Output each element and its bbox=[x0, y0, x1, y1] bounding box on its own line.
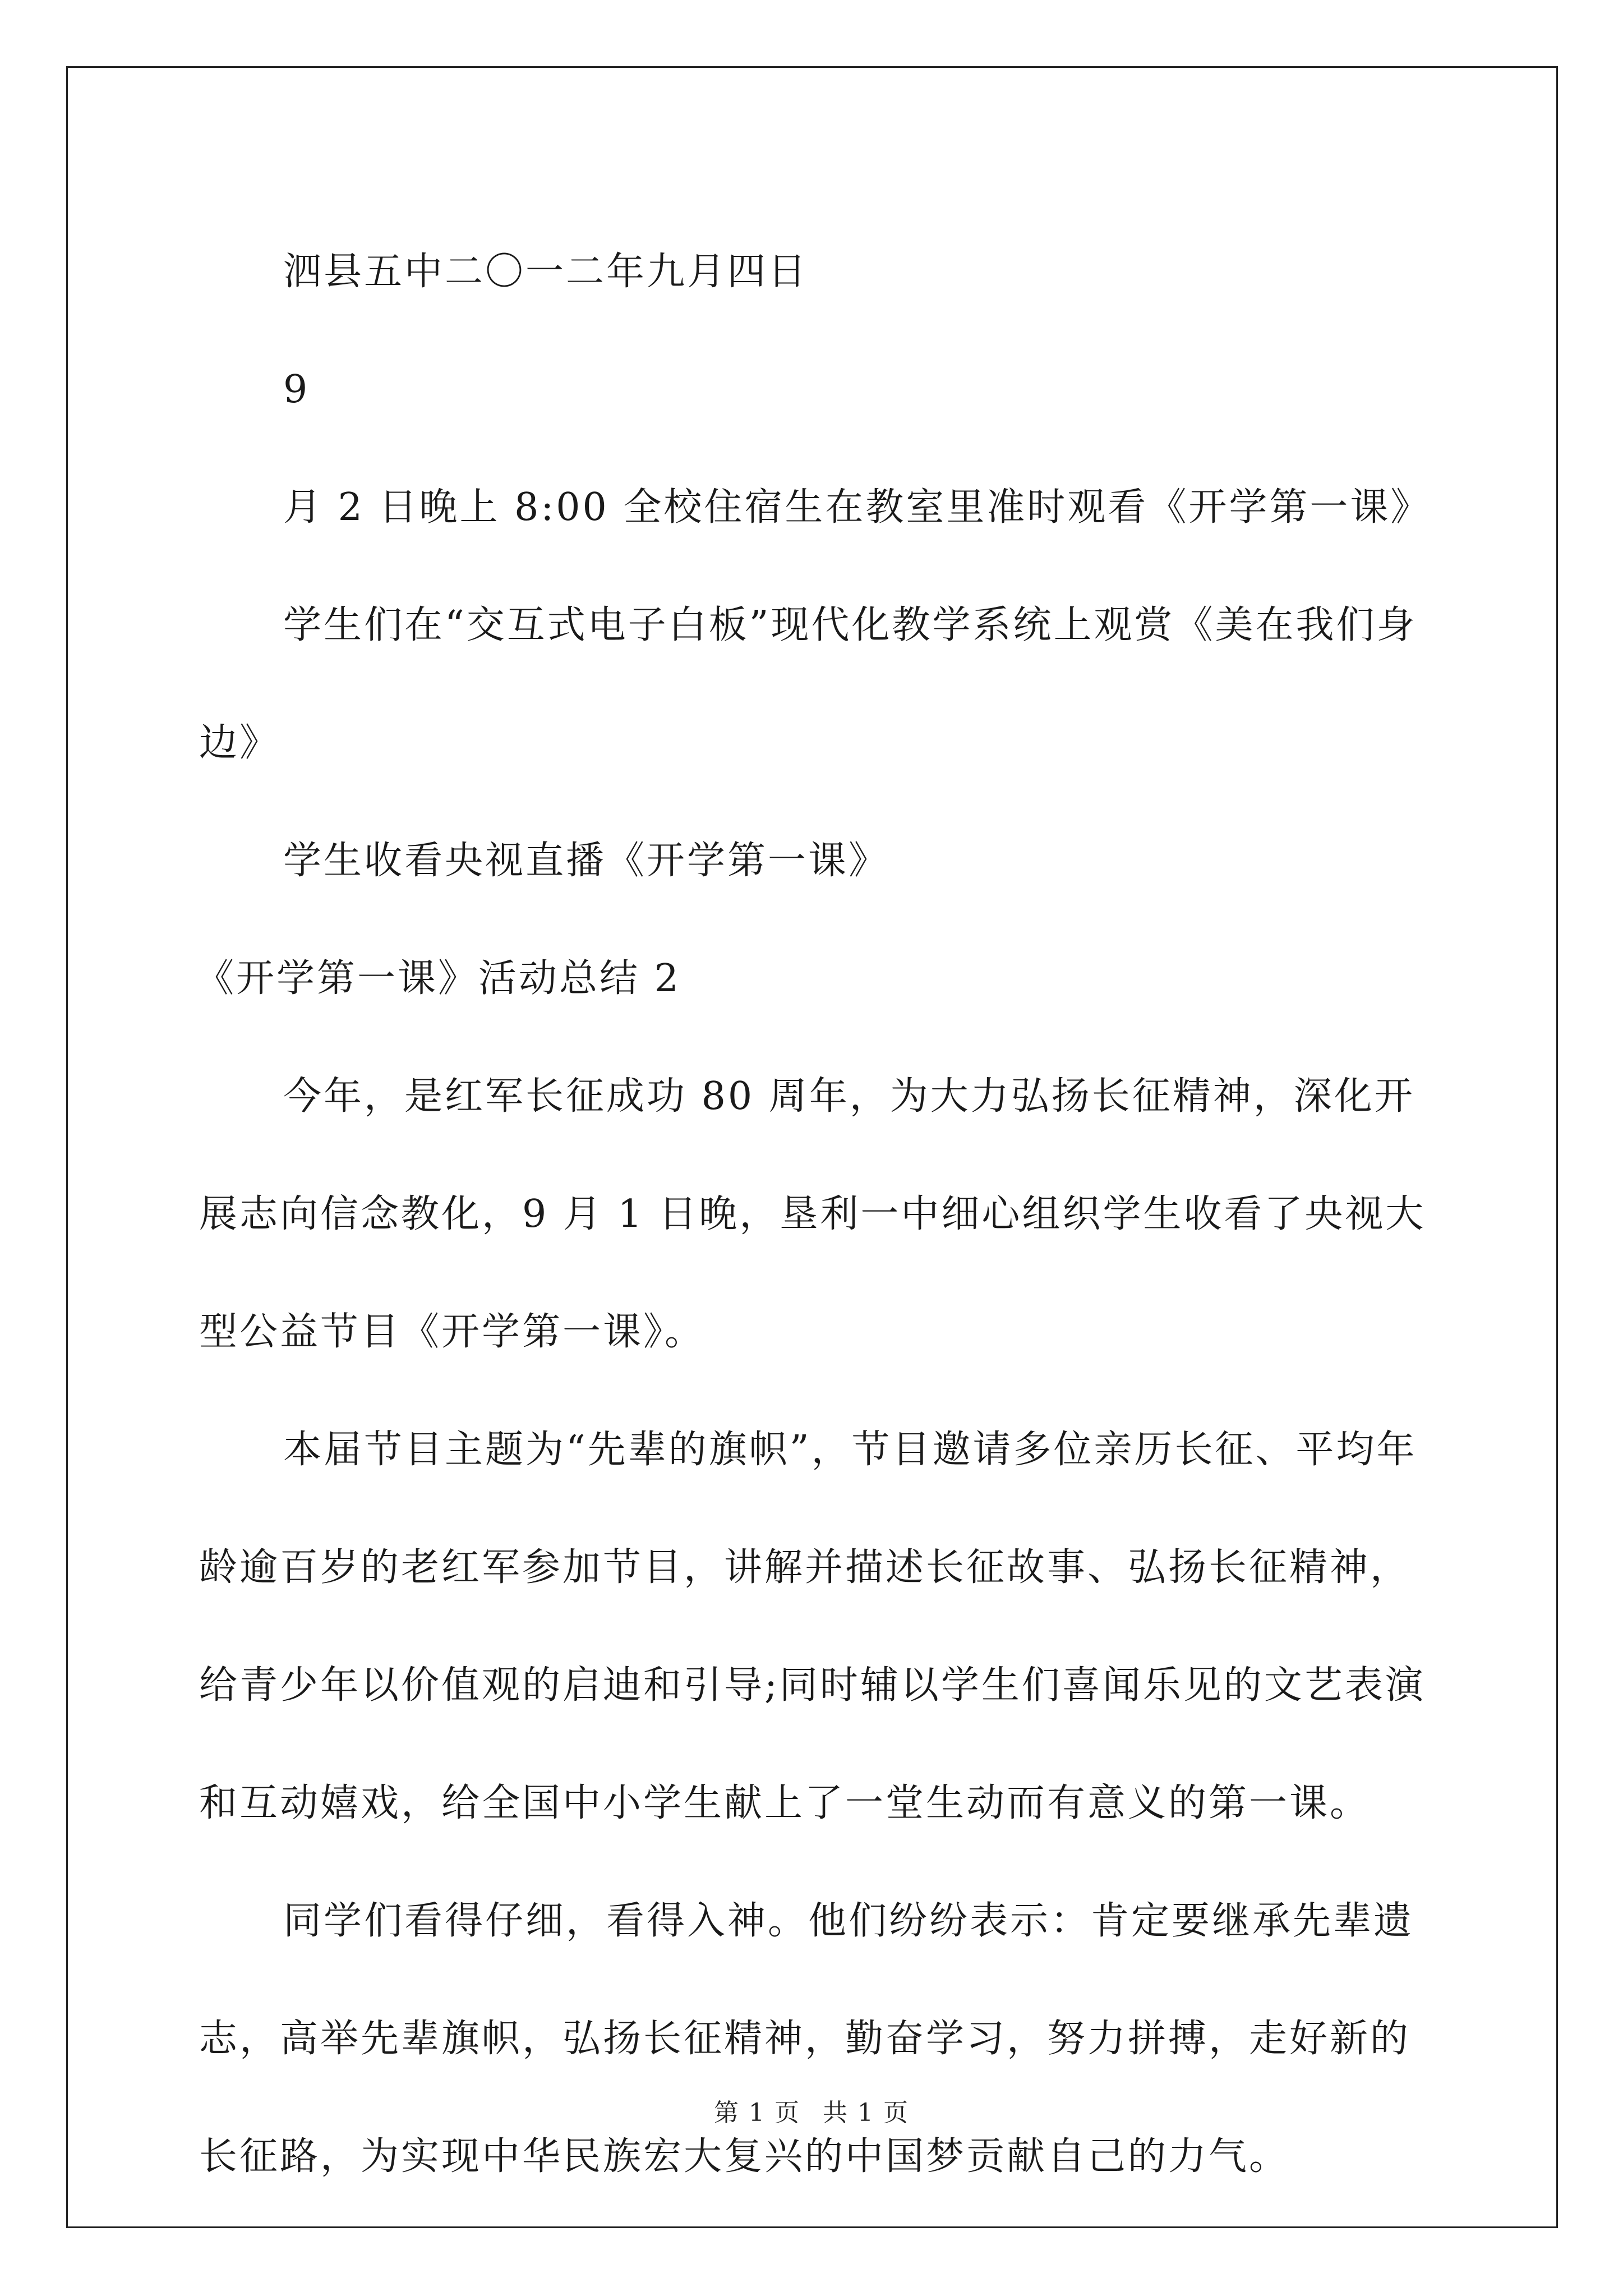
paragraph-viewing: 月 2 日晚上 8:00 全校住宿生在教室里准时观看《开学第一课》 bbox=[283, 485, 1431, 530]
paragraph-intro: 今年，是红军长征成功 80 周年，为大力弘扬长征精神，深化开展志向信念教化，9 月 1 日晚，垦利一中细心组织学生收看了央视大型公益节目《开学第一课》。 bbox=[199, 1074, 1426, 1354]
paragraph-cctv: 学生收看央视直播《开学第一课》 bbox=[283, 839, 889, 883]
paragraph-theme: 本届节目主题为“先辈的旗帜”，节目邀请多位亲历长征、平均年龄逾百岁的老红军参加节目，讲解并描述长征故事、弘扬长征精神，给青少年以价值观的启迪和引导;同时辅以学生们喜闻乐见的文艺表演和互动嬉戏，给全国中小学生献上了一堂生动而有意义的第一课。 bbox=[199, 1428, 1426, 1825]
paragraph-response: 同学们看得仔细，看得入神。他们纷纷表示：肯定要继承先辈遗志，高举先辈旗帜，弘扬长征精神，勤奋学习，努力拼搏，走好新的长征路，为实现中华民族宏大复兴的中国梦贡献自己的力气。 bbox=[199, 1899, 1414, 2179]
paragraph-whiteboard: 学生们在“交互式电子白板”现代化教学系统上观赏《美在我们身边》 bbox=[199, 603, 1417, 765]
paragraph-date: 泗县五中二〇一二年九月四日 bbox=[283, 250, 809, 294]
page-footer bbox=[0, 2092, 1623, 2128]
document-body bbox=[196, 213, 1431, 2216]
section-heading: 《开学第一课》活动总结 2 bbox=[196, 956, 681, 1001]
page-total: 共 1 页 bbox=[823, 2099, 909, 2127]
paragraph-number: 9 bbox=[283, 367, 310, 412]
page-number: 第 1 页 bbox=[714, 2099, 800, 2127]
